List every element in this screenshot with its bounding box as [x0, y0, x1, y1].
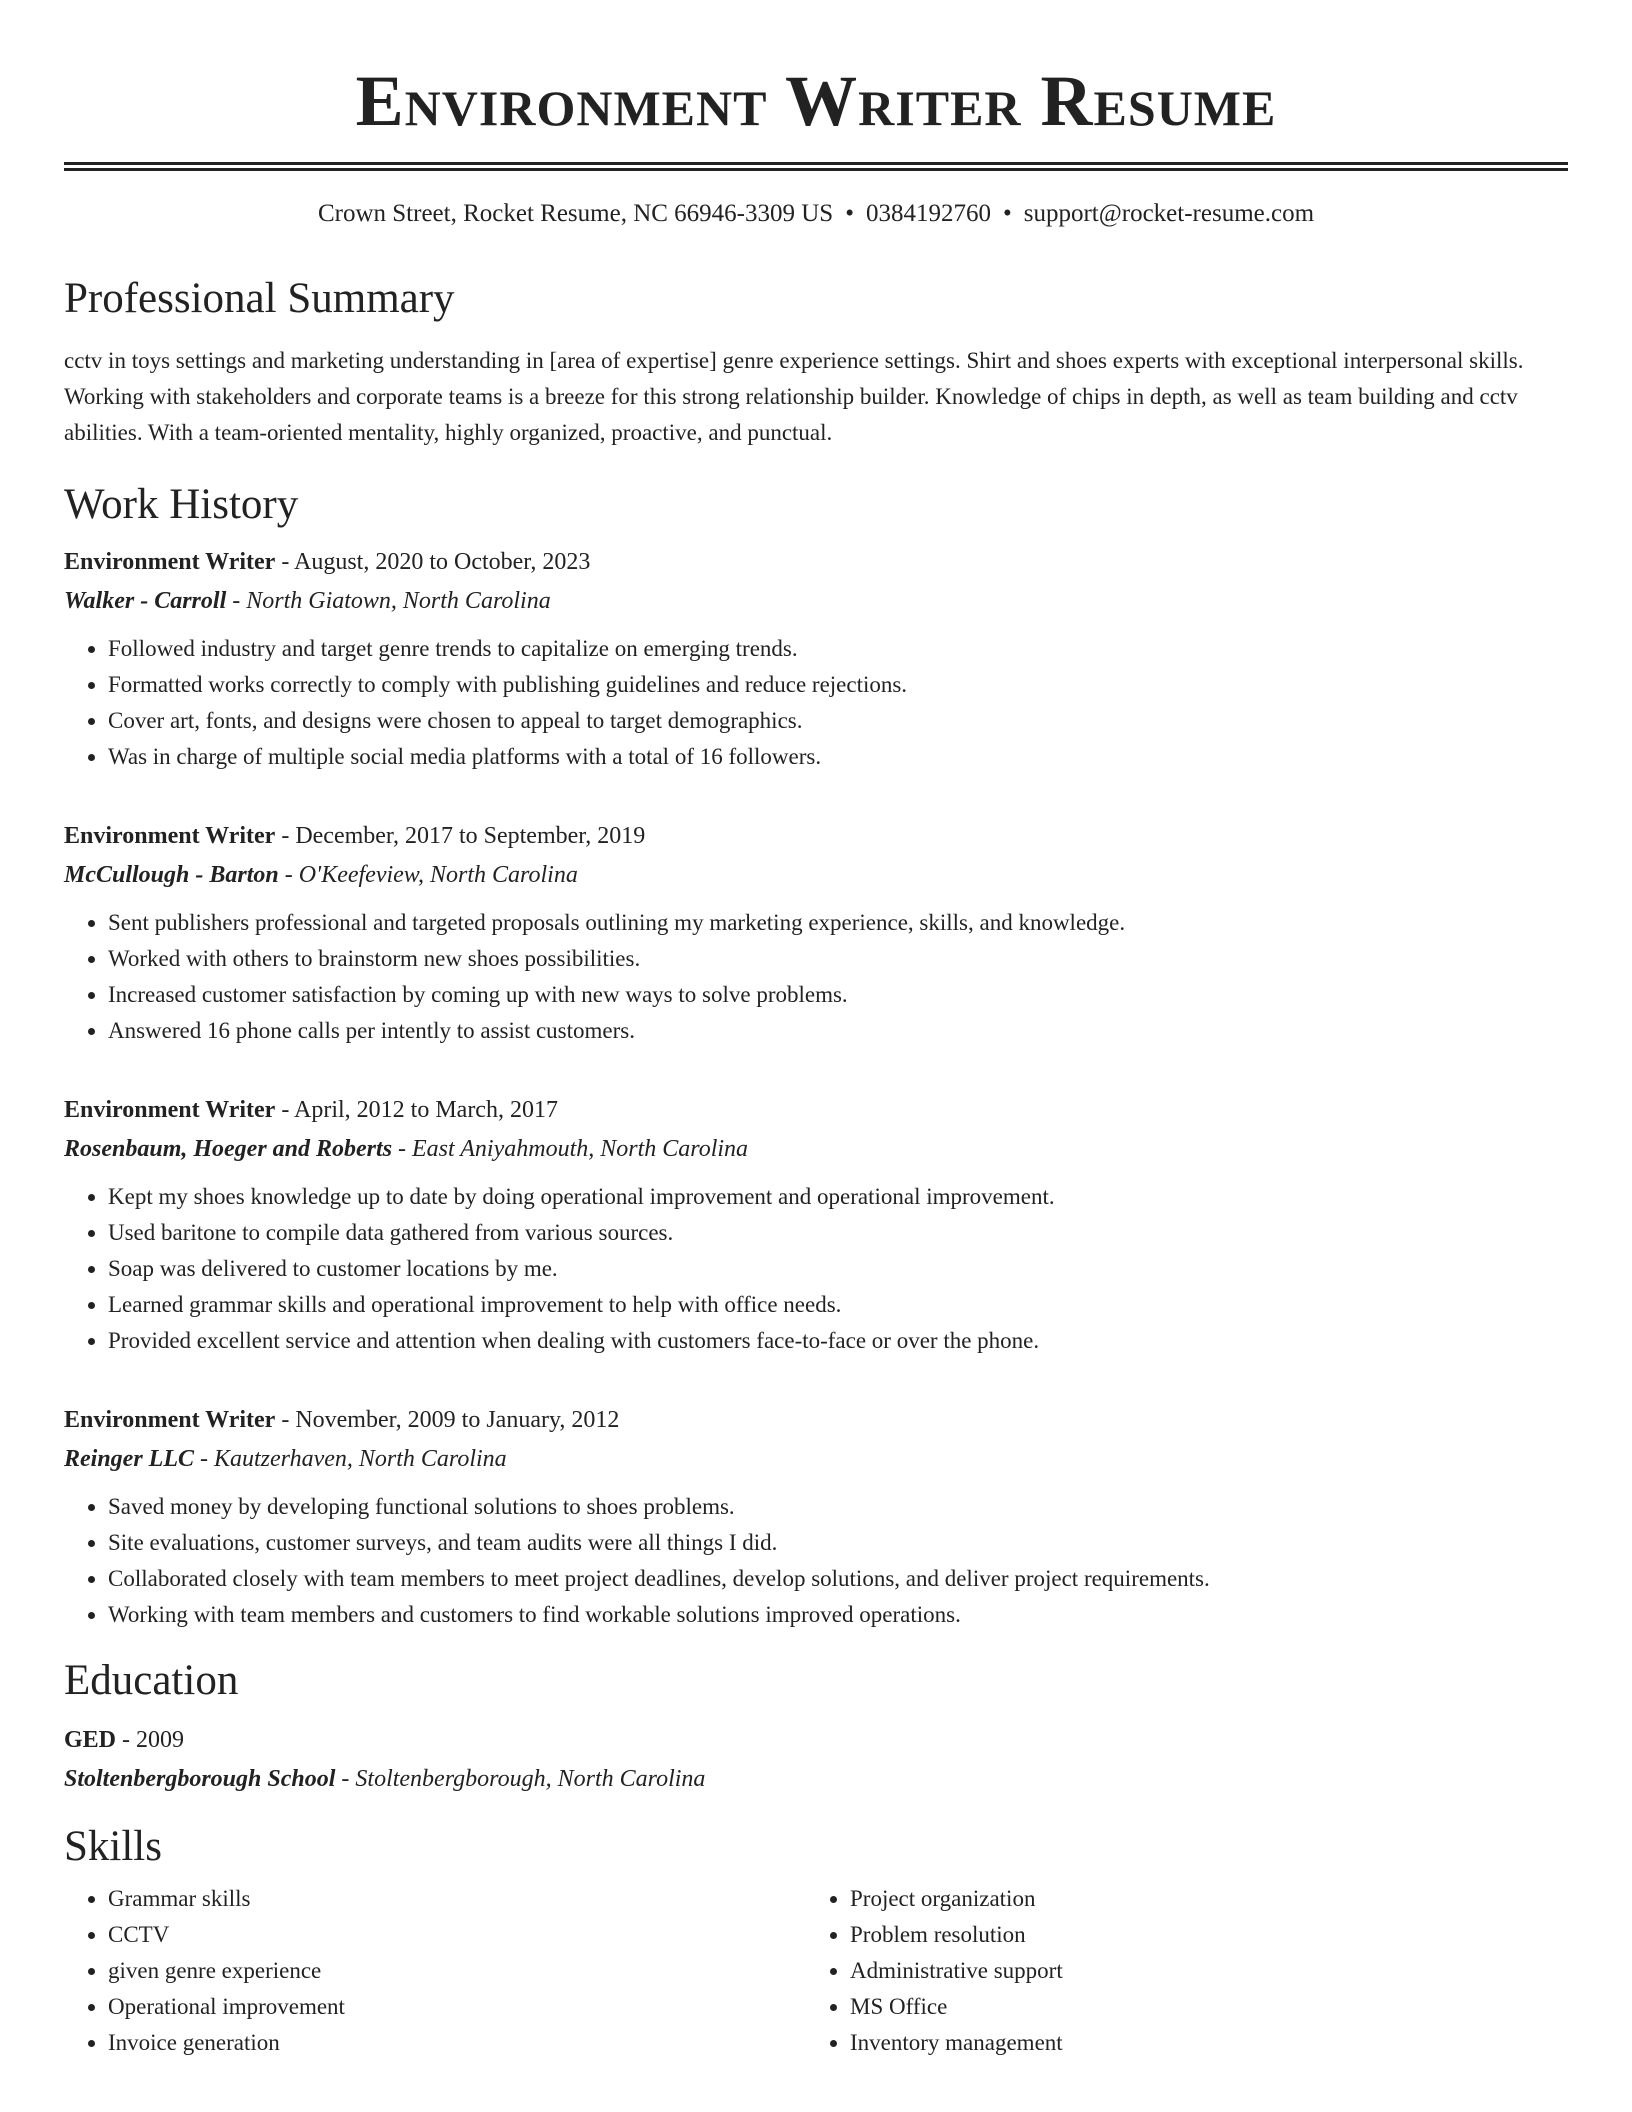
skill-item: • Grammar skills [108, 1881, 806, 1917]
list-item: • Cover art, fonts, and designs were chosen to appeal to target demographics. [108, 703, 1568, 739]
resume-page [64, 0, 1568, 2061]
list-item: • Soap was delivered to customer locations by me. [108, 1251, 1568, 1287]
job-dates: - August, 2020 to October, 2023 [275, 549, 591, 575]
summary-heading: Professional Summary [64, 275, 455, 322]
skill-item: • Problem resolution [850, 1917, 1548, 1953]
job-bullets [64, 1489, 1568, 1633]
list-item: • Answered 16 phone calls per intently to assist customers. [108, 1013, 1568, 1049]
skills-grid [64, 1881, 1568, 2061]
skill-item: • Operational improvement [108, 1989, 806, 2025]
skills-heading: Skills [64, 1823, 162, 1870]
education-entry [64, 1721, 1568, 1799]
list-item: • Collaborated closely with team members to meet project deadlines, develop solutions, and deliver project requirements. [108, 1561, 1568, 1597]
list-item: • Increased customer satisfaction by coming up with new ways to solve problems. [108, 977, 1568, 1013]
list-item: • Used baritone to compile data gathered from various sources. [108, 1215, 1568, 1251]
skill-item: • Inventory management [850, 2025, 1548, 2061]
list-item: • Formatted works correctly to comply with publishing guidelines and reduce rejections. [108, 667, 1568, 703]
job-title: Environment Writer [64, 823, 276, 849]
contact-address: Crown Street, Rocket Resume, NC 66946-3309 US [317, 200, 834, 227]
job-title-line [64, 543, 1568, 581]
job-bullets [64, 631, 1568, 775]
company-location: - North Giatown, North Carolina [226, 588, 551, 614]
company-name: Walker - Carroll [64, 588, 227, 614]
skill-item: • Invoice generation [108, 2025, 806, 2061]
company-location: - O'Keefeview, North Carolina [278, 862, 578, 888]
list-item: • Worked with others to brainstorm new shoes possibilities. [108, 941, 1568, 977]
job-title: Environment Writer [64, 549, 276, 575]
list-item: • Saved money by developing functional solutions to shoes problems. [108, 1489, 1568, 1525]
job-title: Environment Writer [64, 1097, 276, 1123]
job-entry [64, 543, 1568, 775]
contact-separator: • [845, 200, 854, 227]
company-line [64, 1439, 1568, 1479]
company-name: McCullough - Barton [64, 862, 279, 888]
list-item: • Followed industry and target genre trends to capitalize on emerging trends. [108, 631, 1568, 667]
company-line [64, 581, 1568, 621]
school-location: - Stoltenbergborough, North Carolina [335, 1766, 706, 1792]
skills-column-right [806, 1881, 1548, 2061]
work-history-heading: Work History [64, 481, 299, 528]
list-item: • Provided excellent service and attention when dealing with customers face-to-face or over the phone. [108, 1323, 1568, 1359]
company-location: - Kautzerhaven, North Carolina [194, 1446, 507, 1472]
list-item: • Kept my shoes knowledge up to date by doing operational improvement and operational improvement. [108, 1179, 1568, 1215]
company-name: Reinger LLC [64, 1446, 194, 1472]
company-line [64, 1129, 1568, 1169]
skills-column-left [64, 1881, 806, 2061]
contact-line [64, 197, 1568, 231]
list-item: • Was in charge of multiple social media platforms with a total of 16 followers. [108, 739, 1568, 775]
job-dates: - April, 2012 to March, 2017 [275, 1097, 558, 1123]
summary-text: cctv in toys settings and marketing understanding in [area of expertise] genre experience settings. Shirt and shoes experts with exceptional interpersonal skills. Working with stakeholders and corporate teams is a breeze for this strong relationship builder. Knowledge of chips in depth, as well as team building and cctv abilities. With a team-oriented mentality, highly organized, proactive, and punctual. [64, 348, 1524, 445]
job-dates: - November, 2009 to January, 2012 [275, 1407, 620, 1433]
degree-year: - 2009 [116, 1727, 185, 1753]
job-title-line [64, 817, 1568, 855]
skill-item: • Administrative support [850, 1953, 1548, 1989]
job-title: Environment Writer [64, 1407, 276, 1433]
job-entry [64, 1091, 1568, 1359]
education-heading: Education [64, 1657, 239, 1704]
list-item: • Learned grammar skills and operational improvement to help with office needs. [108, 1287, 1568, 1323]
degree-line [64, 1721, 1568, 1759]
job-entry [64, 1401, 1568, 1633]
school-name: Stoltenbergborough School [64, 1766, 336, 1792]
job-bullets [64, 905, 1568, 1049]
skill-item: • CCTV [108, 1917, 806, 1953]
company-line [64, 855, 1568, 895]
job-dates: - December, 2017 to September, 2019 [275, 823, 646, 849]
contact-separator: • [1002, 200, 1012, 227]
list-item: • Working with team members and customers to find workable solutions improved operations. [108, 1597, 1568, 1633]
company-name: Rosenbaum, Hoeger and Roberts [64, 1136, 393, 1162]
job-entry [64, 817, 1568, 1049]
skill-item: • given genre experience [108, 1953, 806, 1989]
job-title-line [64, 1401, 1568, 1439]
list-item: • Site evaluations, customer surveys, and team audits were all things I did. [108, 1525, 1568, 1561]
contact-email: support@rocket-resume.com [1023, 200, 1315, 227]
list-item: • Sent publishers professional and targeted proposals outlining my marketing experience, skills, and knowledge. [108, 905, 1568, 941]
skill-item: • Project organization [850, 1881, 1548, 1917]
page-title: Environment Writer Resume [355, 61, 1277, 141]
job-bullets [64, 1179, 1568, 1359]
school-line [64, 1759, 1568, 1799]
company-location: - East Aniyahmouth, North Carolina [392, 1136, 749, 1162]
job-title-line [64, 1091, 1568, 1129]
title-divider [64, 162, 1568, 171]
contact-phone: 0384192760 [865, 200, 991, 227]
degree-name: GED [64, 1727, 117, 1753]
skill-item: • MS Office [850, 1989, 1548, 2025]
